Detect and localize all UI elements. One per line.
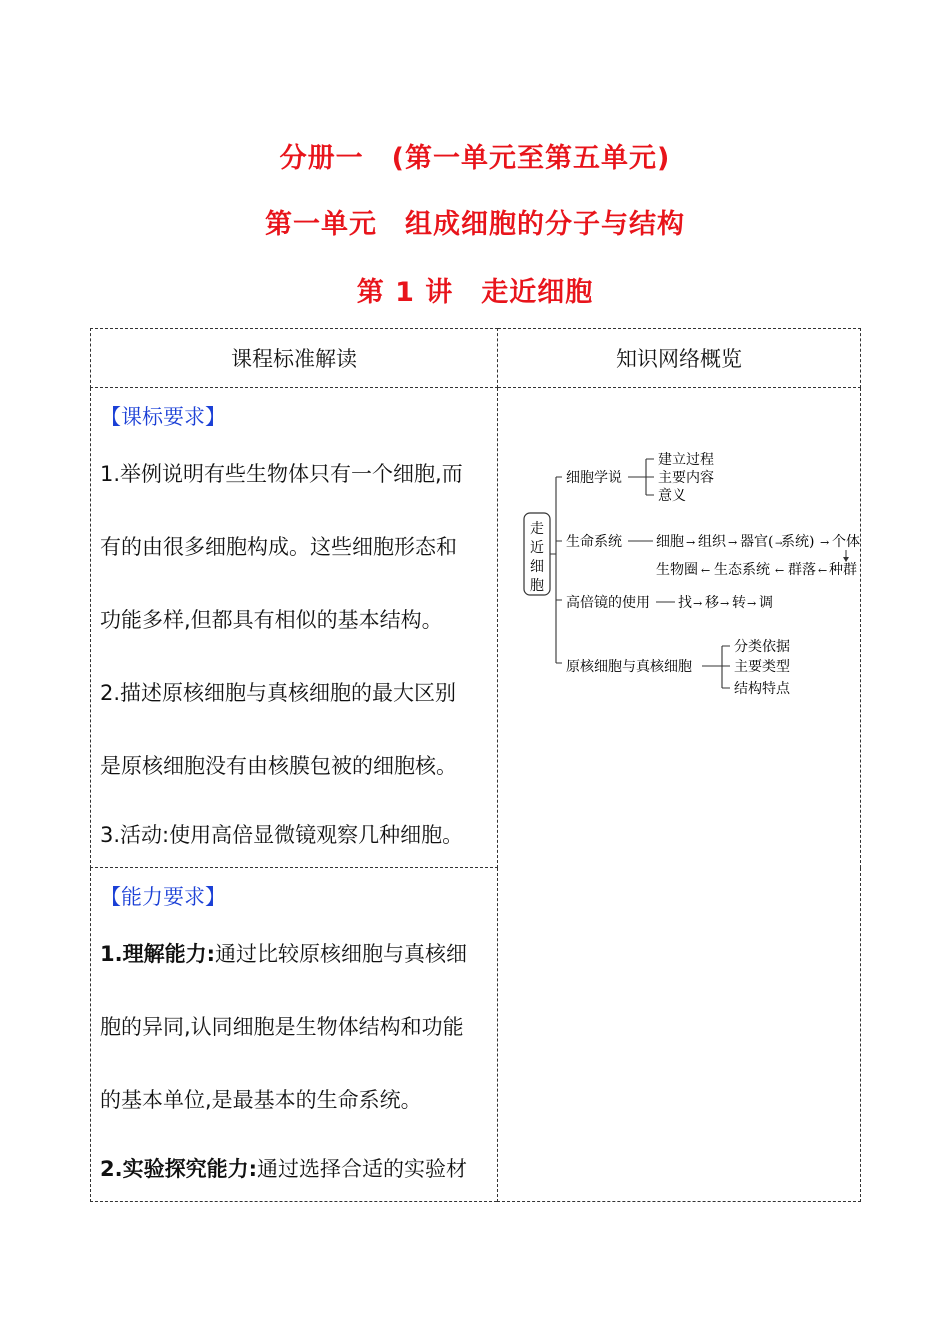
- cell-theory-child-1: 建立过程: [658, 452, 714, 468]
- life-level-system: 系统): [781, 534, 815, 550]
- microscope-step-1: 找: [678, 595, 692, 611]
- ability-2-label: 2.实验探究能力:: [100, 1157, 257, 1181]
- microscope-step-3: 转: [732, 595, 746, 611]
- prokaryote-child-1: 分类依据: [734, 639, 790, 655]
- life-level-cell: 细胞: [656, 534, 684, 550]
- ability-1-line-1: [100, 918, 489, 991]
- ability-2-text: 通过选择合适的实验材: [257, 1157, 467, 1181]
- ability-1-text: 通过比较原核细胞与真核细: [215, 942, 467, 966]
- course-table: [90, 328, 861, 1202]
- cell-theory-child-3: 意义: [658, 488, 686, 504]
- prokaryote-child-2: 主要类型: [734, 659, 790, 675]
- requirement-1-line-1: 1.举例说明有些生物体只有一个细胞,而: [100, 462, 463, 486]
- main-bracket: [550, 477, 562, 663]
- ability-2-line-1: [100, 1137, 489, 1201]
- ability-1-label: 1.理解能力:: [100, 942, 215, 966]
- branch-1-bracket: [628, 459, 654, 495]
- life-level-ecosystem: 生态系统: [714, 562, 770, 578]
- root-char-3: 细: [530, 559, 544, 575]
- unit-title: 第一单元 组成细胞的分子与结构: [265, 209, 685, 240]
- ability-1-line-2: 胞的异同,认同细胞是生物体结构和功能: [100, 1015, 464, 1039]
- section-tag-abilities: 【能力要求】: [100, 885, 226, 909]
- branch-4-bracket: [702, 646, 730, 688]
- section-tag-requirements: 【课标要求】: [100, 405, 226, 429]
- life-level-individual: 个体: [832, 534, 860, 550]
- life-level-tissue: 组织: [698, 534, 726, 550]
- volume-title: 分册一 (第一单元至第五单元): [279, 143, 671, 174]
- ability-requirements-cell: [91, 868, 498, 1202]
- curriculum-requirements-cell: [91, 388, 498, 868]
- arrow-icon: ←: [818, 564, 828, 577]
- root-char-4: 胞: [530, 578, 544, 594]
- requirement-2-line-2: 是原核细胞没有由核膜包被的细胞核。: [100, 754, 457, 778]
- root-char-1: 走: [530, 521, 544, 537]
- arrow-icon: →: [775, 539, 783, 549]
- branch-microscope-use: 高倍镜的使用: [566, 595, 650, 611]
- arrow-icon: →: [747, 597, 757, 610]
- arrow-icon: →: [686, 536, 696, 549]
- cell-theory-child-2: 主要内容: [658, 470, 714, 486]
- branch-cell-theory: 细胞学说: [566, 470, 622, 486]
- knowledge-map-diagram: [498, 388, 861, 718]
- arrow-icon: →: [720, 597, 730, 610]
- life-level-biosphere: 生物圈: [656, 562, 698, 578]
- microscope-step-2: 移: [705, 595, 719, 611]
- requirement-2-line-1: 2.描述原核细胞与真核细胞的最大区别: [100, 681, 457, 705]
- arrow-icon: →: [728, 536, 738, 549]
- branch-prokaryote-eukaryote: 原核细胞与真核细胞: [566, 659, 692, 675]
- header-knowledge-map: 知识网络概览: [498, 329, 861, 388]
- life-level-population: 种群: [829, 562, 857, 578]
- requirement-1-line-3: 功能多样,但都具有相似的基本结构。: [100, 608, 443, 632]
- arrow-icon: →: [693, 597, 703, 610]
- microscope-step-4: 调: [759, 595, 773, 611]
- branch-life-system: 生命系统: [566, 534, 622, 550]
- life-level-community: 群落: [788, 562, 816, 578]
- arrow-icon: →: [820, 536, 830, 549]
- lecture-title: 第 1 讲 走近细胞: [356, 277, 594, 308]
- root-char-2: 近: [530, 540, 544, 556]
- header-curriculum: 课程标准解读: [91, 329, 498, 388]
- arrow-icon: ←: [701, 564, 711, 577]
- life-level-organ: 器官(: [740, 534, 774, 550]
- arrow-icon: ←: [775, 564, 785, 577]
- requirement-3: 3.活动:使用高倍显微镜观察几种细胞。: [100, 823, 464, 847]
- requirement-1-line-2: 有的由很多细胞构成。这些细胞形态和: [100, 535, 457, 559]
- knowledge-map-cell: [498, 388, 861, 1202]
- prokaryote-child-3: 结构特点: [734, 681, 790, 697]
- table-header-row: [91, 329, 861, 388]
- ability-1-line-3: 的基本单位,是最基本的生命系统。: [100, 1088, 422, 1112]
